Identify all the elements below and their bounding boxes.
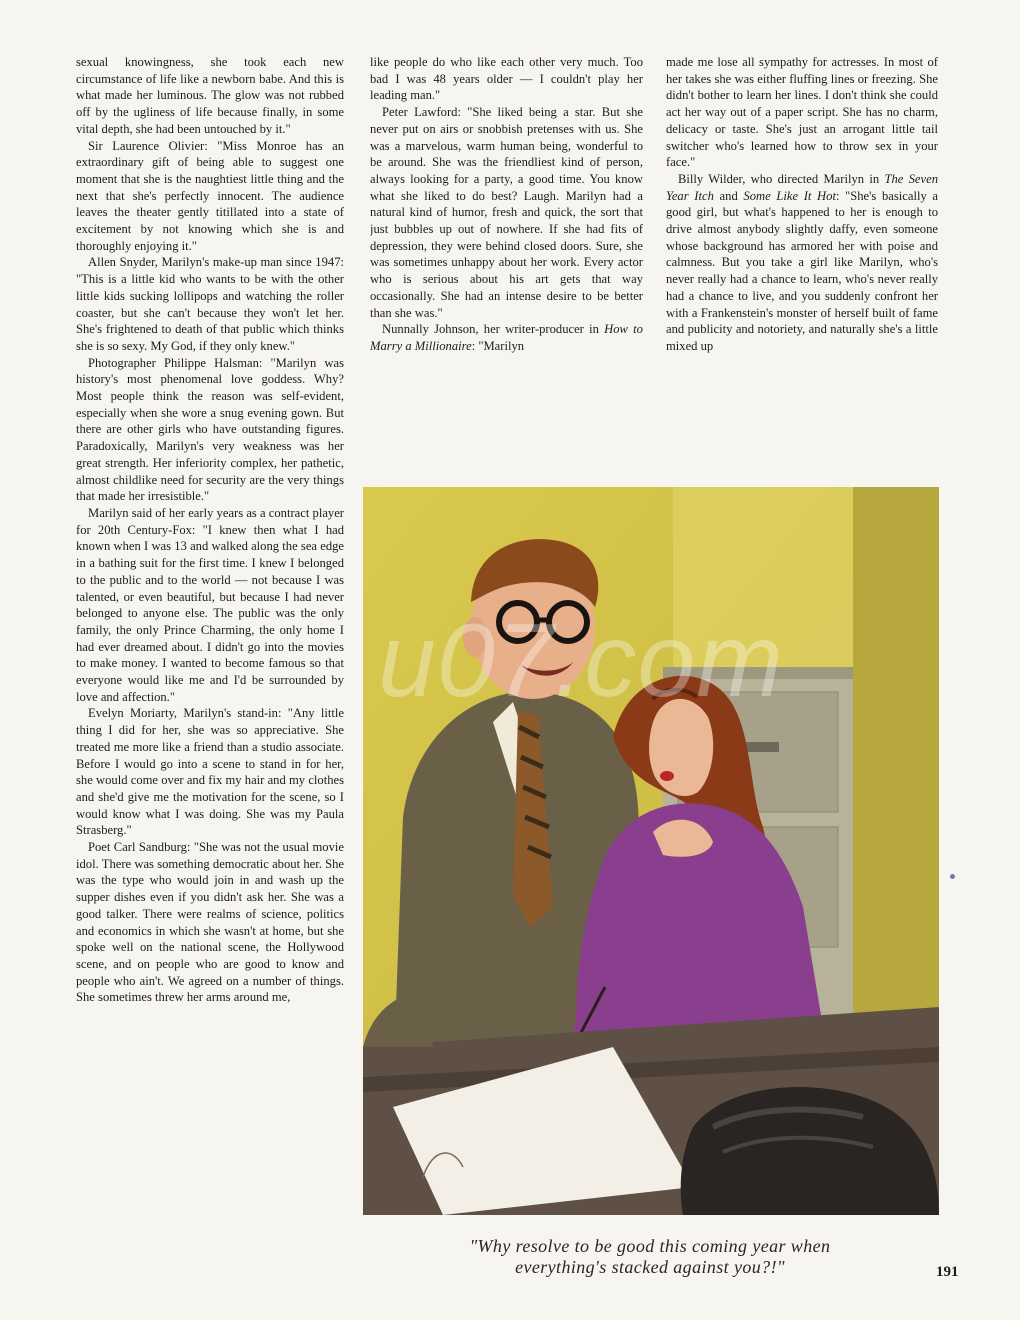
page-number: 191 bbox=[936, 1264, 959, 1280]
paragraph bbox=[370, 54, 643, 104]
edge-dot-mark bbox=[950, 874, 955, 879]
paragraph-text: Sir Laurence Olivier: "Miss Monroe has an extraordinary gift of being able to suggest one moment that she is the naughtiest little thing and the next that she's perfectly innocent. The audience leaves the theater gently titillated into a state of excitement by not knowing which she is and thoroughly enjoying it." bbox=[76, 138, 344, 253]
paragraph-text: Billy Wilder, who directed Marilyn in bbox=[678, 171, 885, 186]
paragraph bbox=[76, 355, 344, 505]
paragraph-text: and bbox=[713, 188, 744, 203]
cartoon-caption bbox=[372, 1236, 928, 1278]
paragraph-text: made me lose all sympathy for actresses. In most of her takes she was either fluffing lines or freezing. She didn't bother to learn her lines. I don't think she could act her way out of a paper script. She has no charm, delicacy or taste. She's just an arrogant little tail switcher who's learned how to throw sex in your face." bbox=[666, 55, 938, 170]
article-column-3 bbox=[666, 54, 938, 471]
paragraph-text: Marilyn said of her early years as a contract player for 20th Century-Fox: "I knew then what I had known when I was 13 and walked along the sea edge in a bathing suit for the first time. I knew I belonged to the public and to the world — not because I was talented, or even beautiful, but because I had never belonged to anyone else. The public was the only family, the only Prince Charming, the only home I had ever dreamed about. I didn't go into the movies to make money. I wanted to become famous so that everyone would like me and I'd be surrounded by love and affection." bbox=[76, 505, 344, 704]
paragraph-text: : "She's basically a good girl, but what's happened to her is enough to drive almost anybody slightly daffy, even someone whose background has armored her with poise and calmness. But you take a girl like Marilyn, who's never really had a chance to learn, who's never really had a chance to live, and you suddenly confront her with a Frankenstein's monster of herself built of fame and publicity and notoriety, and naturally she's a little mixed up bbox=[666, 188, 938, 353]
paragraph-text: Nunnally Johnson, her writer-producer in bbox=[382, 322, 605, 337]
paragraph-text: Poet Carl Sandburg: "She was not the usual movie idol. There was something democratic about her. She was the type who would join in and wash up the supper dishes even if you didn't ask her. She was a good talker. There were realms of science, politics and economics in which she wasn't at home, but she spoke well on the national scene, the Hollywood scene, and on people who are good to know and people who ain't. We agreed on a number of things. She sometimes threw her arms around me, bbox=[76, 840, 344, 1005]
paragraph-text: Evelyn Moriarty, Marilyn's stand-in: "Any little thing I did for her, she was so appreciative. She treated me more like a friend than a studio associate. Before I would go into a scene to stand in for her, she would come over and fix my hair and my clothes and she'd give me the motivation for the scene, so I would know what I was doing. She was my Paula Strasberg." bbox=[76, 706, 344, 838]
cartoon-drawing bbox=[363, 487, 939, 1215]
paragraph bbox=[76, 705, 344, 839]
paragraph bbox=[666, 171, 938, 355]
paragraph bbox=[76, 138, 344, 255]
paragraph bbox=[76, 254, 344, 354]
article-column-2 bbox=[370, 54, 643, 471]
article-column-1 bbox=[76, 54, 344, 1276]
cartoon-illustration bbox=[363, 487, 939, 1215]
film-title: How to Marry a Millionaire bbox=[370, 322, 643, 353]
paragraph-text: like people do who like each other very much. Too bad I was 48 years older — I couldn't play her leading man." bbox=[370, 55, 643, 103]
film-title: The Seven Year Itch bbox=[666, 171, 938, 203]
paragraph-text: Peter Lawford: "She liked being a star. But she never put on airs or snobbish pretenses with us. She was a marvelous, warm human being, wonderful to be around. She was the friendliest kind of person, always looking for a party, a good time. You know what she liked to do best? Laugh. Marilyn had a natural kind of humor, fresh and quick, the sort that just bubbles up out of nowhere. If she had fits of depression, they were behind closed doors. Sure, she was sometimes unhappy about her work. Every actor who is serious about his art gets that way occasionally. She had an intense desire to be better than she was." bbox=[370, 105, 643, 320]
paragraph bbox=[666, 54, 938, 171]
paragraph bbox=[370, 321, 643, 354]
paragraph bbox=[76, 505, 344, 705]
film-title: Some Like It Hot bbox=[743, 188, 836, 203]
caption-line-1: "Why resolve to be good this coming year when bbox=[469, 1236, 831, 1256]
paragraph-text: Allen Snyder, Marilyn's make-up man since 1947: "This is a little kid who wants to be with the other little kids sucking lollipops and watching the roller coaster, but she can't because they won't let her. She's frightened to death of that public which thinks she is so sexy. My God, if they only knew." bbox=[76, 255, 344, 353]
paragraph-text: : "Marilyn bbox=[471, 338, 525, 353]
paragraph bbox=[370, 104, 643, 321]
paragraph-text: Photographer Philippe Halsman: "Marilyn was history's most phenomenal love goddess. Why? Most people think the reason was self-evident, especially when she wore a snug evening gown. But there are other girls who have outstanding figures. Paradoxically, Marilyn's very weakness was her great strength. Her inferiority complex, her pathetic, almost childlike need for security are the very things that made her irresistible." bbox=[76, 355, 344, 504]
watermark-text: u07.com bbox=[378, 603, 784, 719]
paragraph bbox=[76, 839, 344, 1006]
caption-line-2: everything's stacked against you?!" bbox=[515, 1257, 785, 1277]
paragraph-text: sexual knowingness, she took each new circumstance of life like a newborn babe. And this is what made her luminous. The glow was not rubbed off by the ugliness of life because finally, in some vital depth, she had been untouched by it." bbox=[76, 55, 344, 136]
paragraph bbox=[76, 54, 344, 138]
